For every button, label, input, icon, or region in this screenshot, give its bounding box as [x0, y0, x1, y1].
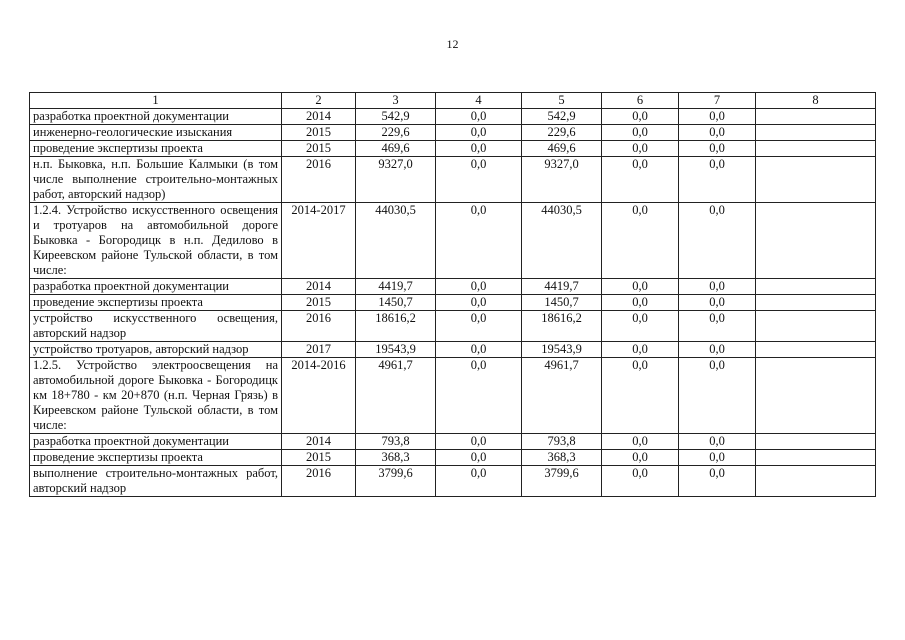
cell-year: 2014: [282, 279, 356, 295]
table-row: [30, 125, 876, 141]
cell-local-budget: 0,0: [602, 279, 679, 295]
cell-extra-budget: 0,0: [679, 203, 756, 279]
budget-table: [29, 92, 876, 497]
cell-federal-budget: 0,0: [436, 157, 522, 203]
cell-year: 2016: [282, 311, 356, 342]
cell-regional-budget: 469,6: [522, 141, 602, 157]
header-cell-6: 6: [602, 93, 679, 109]
cell-note: [756, 295, 876, 311]
cell-federal-budget: 0,0: [436, 203, 522, 279]
cell-total: 44030,5: [356, 203, 436, 279]
table-row: [30, 295, 876, 311]
cell-total: 229,6: [356, 125, 436, 141]
cell-note: [756, 279, 876, 295]
cell-federal-budget: 0,0: [436, 466, 522, 497]
table-row: [30, 203, 876, 279]
cell-year: 2017: [282, 342, 356, 358]
table-row: [30, 450, 876, 466]
cell-note: [756, 311, 876, 342]
cell-extra-budget: 0,0: [679, 141, 756, 157]
cell-total: 368,3: [356, 450, 436, 466]
cell-extra-budget: 0,0: [679, 125, 756, 141]
cell-year: 2016: [282, 157, 356, 203]
cell-regional-budget: 542,9: [522, 109, 602, 125]
cell-regional-budget: 19543,9: [522, 342, 602, 358]
table-row: [30, 157, 876, 203]
cell-year: 2014-2017: [282, 203, 356, 279]
cell-federal-budget: 0,0: [436, 342, 522, 358]
header-cell-4: 4: [436, 93, 522, 109]
cell-federal-budget: 0,0: [436, 141, 522, 157]
table-row: [30, 311, 876, 342]
cell-work-name: устройство тротуаров, авторский надзор: [30, 342, 282, 358]
header-cell-2: 2: [282, 93, 356, 109]
cell-local-budget: 0,0: [602, 203, 679, 279]
cell-regional-budget: 9327,0: [522, 157, 602, 203]
cell-year: 2014-2016: [282, 358, 356, 434]
cell-regional-budget: 368,3: [522, 450, 602, 466]
cell-total: 542,9: [356, 109, 436, 125]
cell-local-budget: 0,0: [602, 141, 679, 157]
header-row: [30, 93, 876, 109]
header-cell-1: 1: [30, 93, 282, 109]
cell-work-name: проведение экспертизы проекта: [30, 141, 282, 157]
cell-extra-budget: 0,0: [679, 279, 756, 295]
table-row: [30, 109, 876, 125]
cell-work-name: разработка проектной документации: [30, 279, 282, 295]
cell-total: 793,8: [356, 434, 436, 450]
cell-year: 2015: [282, 450, 356, 466]
cell-regional-budget: 229,6: [522, 125, 602, 141]
cell-federal-budget: 0,0: [436, 279, 522, 295]
header-cell-3: 3: [356, 93, 436, 109]
header-cell-8: 8: [756, 93, 876, 109]
cell-extra-budget: 0,0: [679, 434, 756, 450]
cell-federal-budget: 0,0: [436, 450, 522, 466]
cell-regional-budget: 4419,7: [522, 279, 602, 295]
cell-note: [756, 358, 876, 434]
cell-local-budget: 0,0: [602, 466, 679, 497]
cell-extra-budget: 0,0: [679, 466, 756, 497]
cell-regional-budget: 44030,5: [522, 203, 602, 279]
cell-federal-budget: 0,0: [436, 125, 522, 141]
cell-note: [756, 342, 876, 358]
cell-regional-budget: 4961,7: [522, 358, 602, 434]
table-row: [30, 342, 876, 358]
cell-note: [756, 203, 876, 279]
cell-local-budget: 0,0: [602, 342, 679, 358]
table-row: [30, 466, 876, 497]
cell-work-name: разработка проектной документации: [30, 109, 282, 125]
cell-work-name: н.п. Быковка, н.п. Большие Калмыки (в том числе выполнение строительно-монтажных работ, авторский надзор): [30, 157, 282, 203]
cell-total: 4961,7: [356, 358, 436, 434]
table-row: [30, 358, 876, 434]
cell-work-name: разработка проектной документации: [30, 434, 282, 450]
cell-work-name: инженерно-геологические изыскания: [30, 125, 282, 141]
cell-federal-budget: 0,0: [436, 311, 522, 342]
cell-work-name: устройство искусственного освещения, авторский надзор: [30, 311, 282, 342]
cell-federal-budget: 0,0: [436, 434, 522, 450]
table-row: [30, 434, 876, 450]
cell-local-budget: 0,0: [602, 157, 679, 203]
cell-federal-budget: 0,0: [436, 295, 522, 311]
cell-note: [756, 125, 876, 141]
cell-federal-budget: 0,0: [436, 109, 522, 125]
cell-extra-budget: 0,0: [679, 358, 756, 434]
table-header: [30, 93, 876, 109]
cell-work-name: проведение экспертизы проекта: [30, 295, 282, 311]
cell-local-budget: 0,0: [602, 311, 679, 342]
cell-total: 1450,7: [356, 295, 436, 311]
cell-local-budget: 0,0: [602, 358, 679, 434]
table-body: [30, 109, 876, 497]
header-cell-5: 5: [522, 93, 602, 109]
cell-work-name: выполнение строительно-монтажных работ, авторский надзор: [30, 466, 282, 497]
cell-year: 2014: [282, 109, 356, 125]
cell-extra-budget: 0,0: [679, 311, 756, 342]
cell-year: 2015: [282, 141, 356, 157]
cell-extra-budget: 0,0: [679, 295, 756, 311]
header-cell-7: 7: [679, 93, 756, 109]
cell-note: [756, 157, 876, 203]
cell-total: 19543,9: [356, 342, 436, 358]
cell-year: 2016: [282, 466, 356, 497]
cell-year: 2014: [282, 434, 356, 450]
cell-year: 2015: [282, 295, 356, 311]
cell-regional-budget: 3799,6: [522, 466, 602, 497]
cell-note: [756, 466, 876, 497]
cell-local-budget: 0,0: [602, 109, 679, 125]
cell-local-budget: 0,0: [602, 295, 679, 311]
cell-note: [756, 109, 876, 125]
cell-local-budget: 0,0: [602, 450, 679, 466]
cell-year: 2015: [282, 125, 356, 141]
cell-total: 18616,2: [356, 311, 436, 342]
cell-federal-budget: 0,0: [436, 358, 522, 434]
cell-regional-budget: 1450,7: [522, 295, 602, 311]
cell-work-name: 1.2.4. Устройство искусственного освещения и тротуаров на автомобильной дороге Быковка - Богородицк в н.п. Дедилово в Киреевском районе Тульской области, в том числе:: [30, 203, 282, 279]
table-row: [30, 141, 876, 157]
cell-work-name: 1.2.5. Устройство электроосвещения на автомобильной дороге Быковка - Богородицк км 18+780 - км 20+870 (н.п. Черная Грязь) в Киреевском районе Тульской области, в том числе:: [30, 358, 282, 434]
cell-total: 4419,7: [356, 279, 436, 295]
cell-extra-budget: 0,0: [679, 450, 756, 466]
cell-regional-budget: 18616,2: [522, 311, 602, 342]
cell-note: [756, 450, 876, 466]
cell-extra-budget: 0,0: [679, 109, 756, 125]
cell-extra-budget: 0,0: [679, 157, 756, 203]
cell-extra-budget: 0,0: [679, 342, 756, 358]
cell-regional-budget: 793,8: [522, 434, 602, 450]
cell-work-name: проведение экспертизы проекта: [30, 450, 282, 466]
cell-local-budget: 0,0: [602, 125, 679, 141]
cell-note: [756, 434, 876, 450]
cell-total: 3799,6: [356, 466, 436, 497]
cell-total: 9327,0: [356, 157, 436, 203]
cell-local-budget: 0,0: [602, 434, 679, 450]
table-row: [30, 279, 876, 295]
cell-note: [756, 141, 876, 157]
page-number: 12: [446, 37, 459, 51]
cell-total: 469,6: [356, 141, 436, 157]
